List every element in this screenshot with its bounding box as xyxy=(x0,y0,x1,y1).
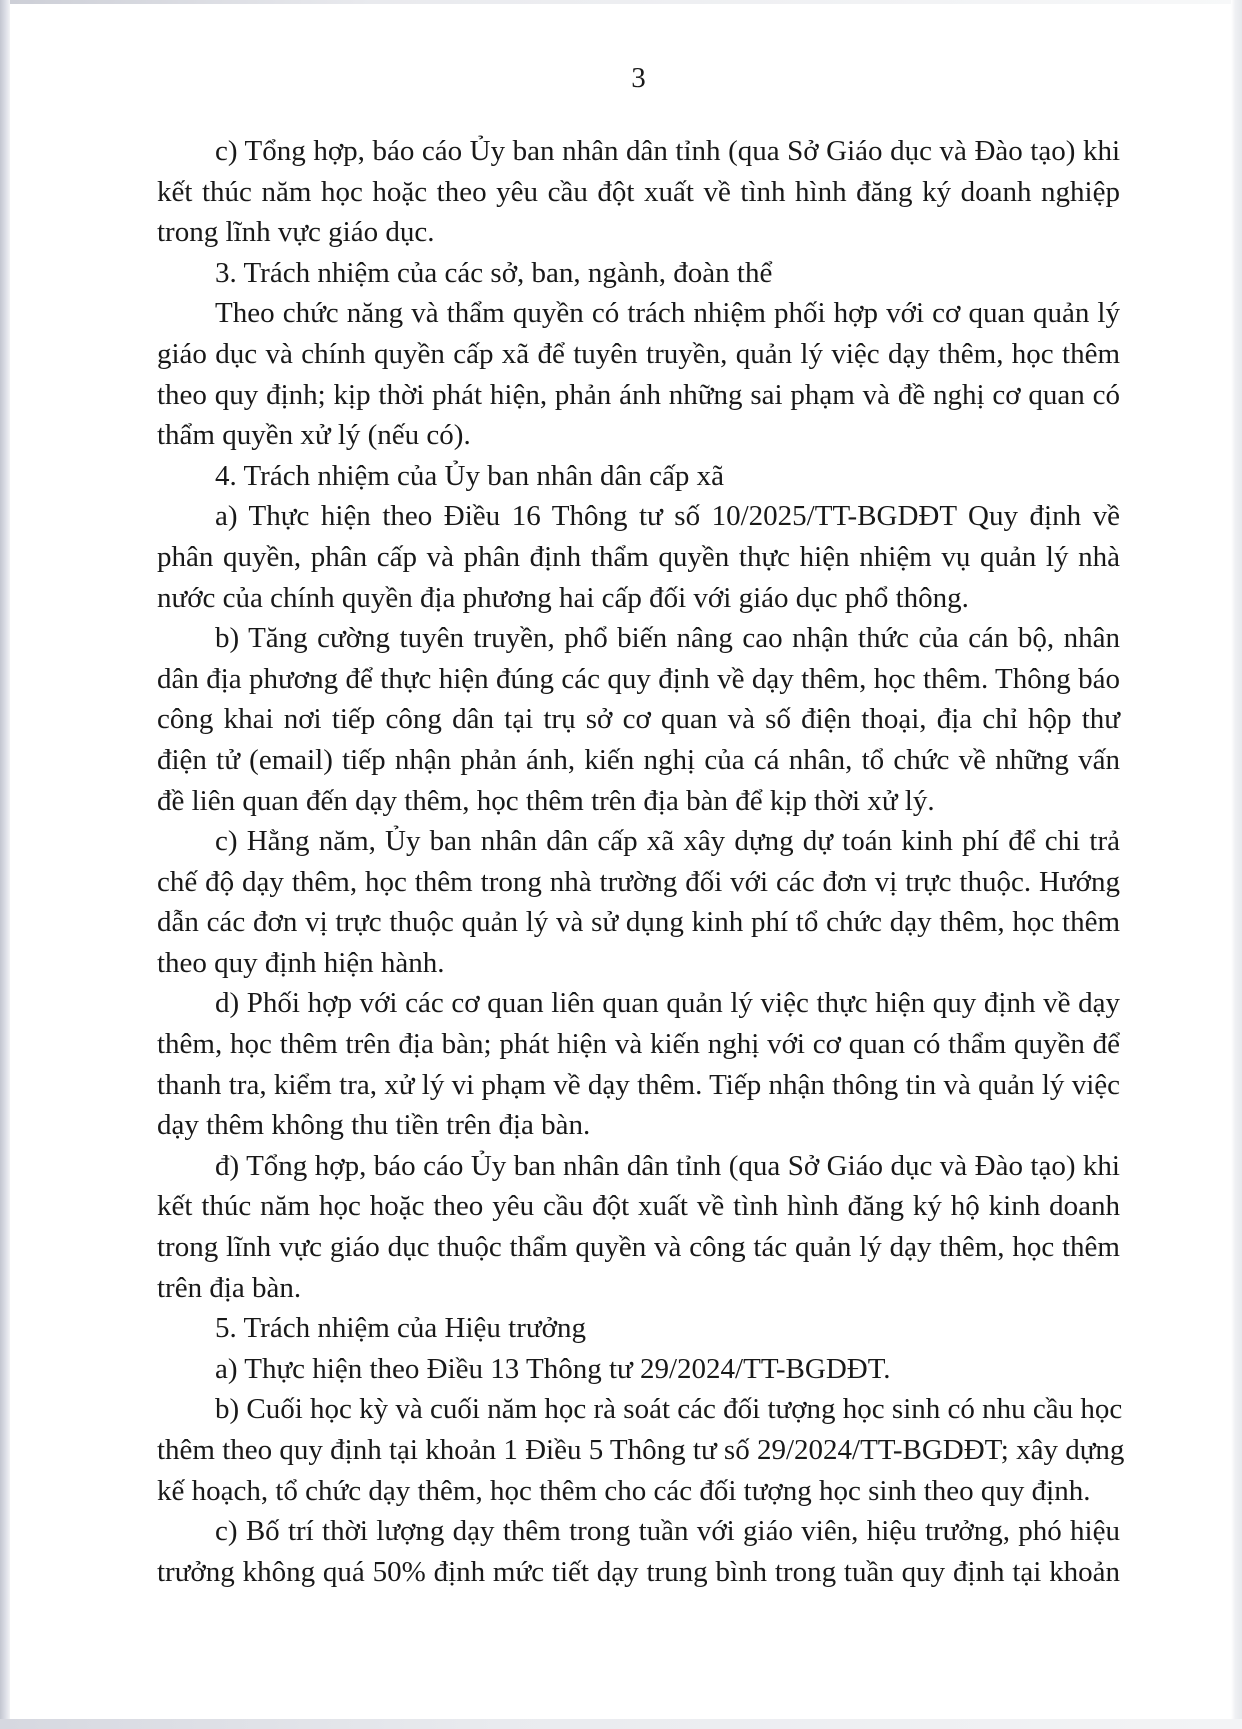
paragraph xyxy=(157,456,1120,497)
text-line: kết thúc năm học hoặc theo yêu cầu đột xuất về tình hình đăng ký hộ kinh doanh xyxy=(157,1190,1120,1223)
text-line: b) Cuối học kỳ và cuối năm học rà soát các đối tượng học sinh có nhu cầu học xyxy=(215,1393,1123,1426)
paragraph xyxy=(157,253,1120,294)
paragraph xyxy=(157,1146,1120,1308)
text-line: trưởng không quá 50% định mức tiết dạy trung bình trong tuần quy định tại khoản xyxy=(157,1555,1120,1588)
text-line: 3. Trách nhiệm của các sở, ban, ngành, đoàn thể xyxy=(215,256,773,289)
text-line: dân địa phương để thực hiện đúng các quy định về dạy thêm, học thêm. Thông báo xyxy=(157,662,1120,695)
text-line: c) Bố trí thời lượng dạy thêm trong tuần với giáo viên, hiệu trưởng, phó hiệu xyxy=(215,1515,1120,1548)
text-line: thẩm quyền xử lý (nếu có). xyxy=(157,419,471,452)
text-line: dạy thêm không thu tiền trên địa bàn. xyxy=(157,1109,591,1142)
text-line: d) Phối hợp với các cơ quan liên quan quản lý việc thực hiện quy định về dạy xyxy=(215,987,1120,1020)
text-line: kết thúc năm học hoặc theo yêu cầu đột xuất về tình hình đăng ký doanh nghiệp xyxy=(157,175,1120,208)
scan-edge-top xyxy=(0,0,1242,4)
text-line: trong lĩnh vực giáo dục. xyxy=(157,216,435,249)
paragraph xyxy=(157,1349,1120,1390)
text-line: thanh tra, kiểm tra, xử lý vi phạm về dạy thêm. Tiếp nhận thông tin và quản lý việc xyxy=(157,1068,1120,1101)
text-line: đ) Tổng hợp, báo cáo Ủy ban nhân dân tỉnh (qua Sở Giáo dục và Đào tạo) khi xyxy=(215,1149,1120,1182)
text-line: chế độ dạy thêm, học thêm trong nhà trường đối với các đơn vị trực thuộc. Hướng xyxy=(157,865,1120,898)
text-line: điện tử (email) tiếp nhận phản ánh, kiến nghị của cá nhân, tổ chức về những vấn xyxy=(157,743,1120,776)
text-line: 5. Trách nhiệm của Hiệu trưởng xyxy=(215,1312,586,1345)
scan-edge-left xyxy=(0,0,10,1729)
text-line: a) Thực hiện theo Điều 16 Thông tư số 10/2025/TT-BGDĐT Quy định về xyxy=(215,500,1120,533)
text-line: dẫn các đơn vị trực thuộc quản lý và sử dụng kinh phí tổ chức dạy thêm, học thêm xyxy=(157,906,1120,939)
text-line: công khai nơi tiếp công dân tại trụ sở cơ quan và số điện thoại, địa chỉ hộp thư xyxy=(157,703,1120,736)
paragraph xyxy=(157,1511,1120,1592)
text-line: phân quyền, phân cấp và phân định thẩm quyền thực hiện nhiệm vụ quản lý nhà xyxy=(157,540,1120,573)
paragraph xyxy=(157,618,1120,821)
paragraph xyxy=(157,1389,1125,1511)
text-line: kế hoạch, tổ chức dạy thêm, học thêm cho các đối tượng học sinh theo quy định. xyxy=(157,1474,1091,1507)
text-line: a) Thực hiện theo Điều 13 Thông tư 29/2024/TT-BGDĐT. xyxy=(215,1352,891,1385)
document-body xyxy=(157,131,1125,1592)
page-number: 3 xyxy=(631,62,646,94)
text-line: thêm, học thêm trên địa bàn; phát hiện và kiến nghị với cơ quan có thẩm quyền để xyxy=(157,1028,1120,1061)
text-line: đề liên quan đến dạy thêm, học thêm trên địa bàn để kịp thời xử lý. xyxy=(157,784,935,817)
paragraph xyxy=(157,131,1120,253)
text-line: 4. Trách nhiệm của Ủy ban nhân dân cấp xã xyxy=(215,459,724,492)
text-line: c) Hằng năm, Ủy ban nhân dân cấp xã xây dựng dự toán kinh phí để chi trả xyxy=(215,825,1120,858)
paragraph xyxy=(157,821,1120,983)
scan-edge-bottom xyxy=(0,1719,1242,1729)
text-line: nước của chính quyền địa phương hai cấp đối với giáo dục phổ thông. xyxy=(157,581,969,614)
text-line: trong lĩnh vực giáo dục thuộc thẩm quyền và công tác quản lý dạy thêm, học thêm xyxy=(157,1231,1120,1264)
text-line: giáo dục và chính quyền cấp xã để tuyên truyền, quản lý việc dạy thêm, học thêm xyxy=(157,337,1120,370)
text-line: b) Tăng cường tuyên truyền, phổ biến nâng cao nhận thức của cán bộ, nhân xyxy=(215,622,1120,655)
text-line: trên địa bàn. xyxy=(157,1271,302,1304)
scan-edge-right xyxy=(1231,0,1242,1729)
text-line: c) Tổng hợp, báo cáo Ủy ban nhân dân tỉnh (qua Sở Giáo dục và Đào tạo) khi xyxy=(215,135,1120,167)
paragraph xyxy=(157,1308,1120,1349)
paragraph xyxy=(157,983,1120,1145)
text-line: theo quy định; kịp thời phát hiện, phản ánh những sai phạm và đề nghị cơ quan có xyxy=(157,378,1120,411)
text-line: Theo chức năng và thẩm quyền có trách nhiệm phối hợp với cơ quan quản lý xyxy=(215,297,1120,330)
text-line: thêm theo quy định tại khoản 1 Điều 5 Thông tư số 29/2024/TT-BGDĐT; xây dựng xyxy=(157,1434,1125,1466)
paragraph xyxy=(157,496,1120,618)
paragraph xyxy=(157,293,1120,455)
text-line: theo quy định hiện hành. xyxy=(157,946,445,979)
